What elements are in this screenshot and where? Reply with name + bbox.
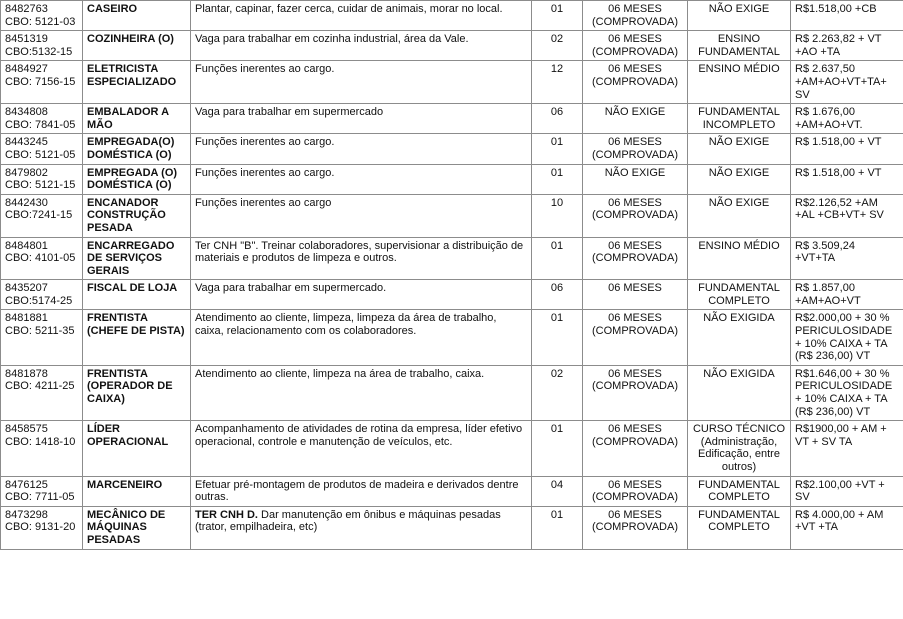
job-description-cell — [191, 61, 532, 104]
vacancy-quantity-cell: 02 — [532, 31, 583, 61]
job-title-cell: MARCENEIRO — [83, 476, 191, 506]
vacancy-code-cell: 8484801 CBO: 4101-05 — [1, 237, 83, 280]
table-row — [1, 194, 903, 237]
job-title-cell: COZINHEIRA (O) — [83, 31, 191, 61]
salary-cell: R$1900,00 + AM + VT + SV TA — [791, 421, 903, 476]
salary-cell: R$ 1.676,00 +AM+AO+VT. — [791, 104, 903, 134]
salary-cell: R$ 2.637,50 +AM+AO+VT+TA+ SV — [791, 61, 903, 104]
experience-cell: 06 MESES (COMPROVADA) — [583, 61, 688, 104]
description-text: Atendimento ao cliente, limpeza, limpeza da área de trabalho, caixa, relacionamento com os colaboradores. — [195, 312, 497, 338]
description-text: Funções inerentes ao cargo. — [195, 63, 335, 76]
vacancy-quantity-cell: 01 — [532, 237, 583, 280]
description-text: Funções inerentes ao cargo. — [195, 136, 335, 149]
education-cell: NÃO EXIGIDA — [688, 310, 791, 365]
job-title-cell: EMBALADOR A MÃO — [83, 104, 191, 134]
experience-cell: 06 MESES (COMPROVADA) — [583, 1, 688, 31]
description-text: Dar manutenção em ônibus e máquinas pesadas (trator, empilhadeira, etc) — [195, 508, 501, 534]
job-description-cell — [191, 194, 532, 237]
vacancy-code-cell: 8434808 CBO: 7841-05 — [1, 104, 83, 134]
table-row — [1, 237, 903, 280]
salary-cell: R$ 3.509,24 +VT+TA — [791, 237, 903, 280]
education-cell: NÃO EXIGE — [688, 194, 791, 237]
vacancy-quantity-cell: 12 — [532, 61, 583, 104]
job-description-cell — [191, 164, 532, 194]
job-title-cell: EMPREGADA(O) DOMÉSTICA (O) — [83, 134, 191, 164]
education-cell: FUNDAMENTAL INCOMPLETO — [688, 104, 791, 134]
vacancy-quantity-cell: 06 — [532, 280, 583, 310]
education-cell: FUNDAMENTAL COMPLETO — [688, 476, 791, 506]
job-title-cell: CASEIRO — [83, 1, 191, 31]
description-text: Funções inerentes ao cargo. — [195, 166, 335, 179]
vacancy-quantity-cell: 06 — [532, 104, 583, 134]
table-row — [1, 31, 903, 61]
vacancy-code-cell: 8481881 CBO: 5211-35 — [1, 310, 83, 365]
vacancy-quantity-cell: 01 — [532, 310, 583, 365]
job-description-cell — [191, 237, 532, 280]
description-text: Vaga para trabalhar em supermercado — [195, 106, 384, 119]
description-text: Ter CNH "B". Treinar colaboradores, supervisionar a distribuição de materiais e produtos de limpeza e outros. — [195, 239, 524, 265]
education-cell: CURSO TÉCNICO (Administração, Edificação, entre outros) — [688, 421, 791, 476]
salary-cell: R$2.126,52 +AM +AL +CB+VT+ SV — [791, 194, 903, 237]
education-cell: FUNDAMENTAL COMPLETO — [688, 506, 791, 549]
job-description-cell — [191, 280, 532, 310]
job-title-cell: MECÂNICO DE MÁQUINAS PESADAS — [83, 506, 191, 549]
experience-cell: 06 MESES (COMPROVADA) — [583, 237, 688, 280]
description-bold-text: TER CNH D. — [195, 508, 258, 521]
description-text: Plantar, capinar, fazer cerca, cuidar de animais, morar no local. — [195, 3, 503, 15]
vacancy-code-cell: 8484927 CBO: 7156-15 — [1, 61, 83, 104]
education-cell: ENSINO FUNDAMENTAL — [688, 31, 791, 61]
experience-cell: 06 MESES (COMPROVADA) — [583, 506, 688, 549]
job-title-cell: FISCAL DE LOJA — [83, 280, 191, 310]
salary-cell: R$ 1.518,00 + VT — [791, 134, 903, 164]
table-row — [1, 164, 903, 194]
description-text: Vaga para trabalhar em cozinha industrial, área da Vale. — [195, 33, 469, 46]
education-cell: NÃO EXIGE — [688, 134, 791, 164]
vacancy-quantity-cell: 02 — [532, 365, 583, 420]
salary-cell: R$ 2.263,82 + VT +AO +TA — [791, 31, 903, 61]
experience-cell: 06 MESES — [583, 280, 688, 310]
vacancy-code-cell: 8481878 CBO: 4211-25 — [1, 365, 83, 420]
experience-cell: 06 MESES (COMPROVADA) — [583, 31, 688, 61]
vacancy-code-cell: 8451319 CBO:5132-15 — [1, 31, 83, 61]
salary-cell: R$2.100,00 +VT + SV — [791, 476, 903, 506]
vacancy-quantity-cell: 01 — [532, 164, 583, 194]
job-title-cell: EMPREGADA (O) DOMÉSTICA (O) — [83, 164, 191, 194]
job-description-cell — [191, 476, 532, 506]
table-row — [1, 365, 903, 420]
job-description-cell — [191, 134, 532, 164]
job-description-cell — [191, 31, 532, 61]
vacancy-code-cell: 8442430 CBO:7241-15 — [1, 194, 83, 237]
salary-cell: R$ 4.000,00 + AM +VT +TA — [791, 506, 903, 549]
job-description-cell — [191, 365, 532, 420]
table-row — [1, 1, 903, 31]
salary-cell: R$1.518,00 +CB — [791, 1, 903, 31]
table-row — [1, 104, 903, 134]
education-cell: NÃO EXIGE — [688, 164, 791, 194]
description-text: Acompanhamento de atividades de rotina da empresa, líder efetivo operacional, controle e manutenção de veículos, etc. — [195, 423, 523, 448]
experience-cell: 06 MESES (COMPROVADA) — [583, 310, 688, 365]
job-title-cell: FRENTISTA (CHEFE DE PISTA) — [83, 310, 191, 365]
job-description-cell — [191, 104, 532, 134]
vacancy-code-cell: 8482763 CBO: 5121-03 — [1, 1, 83, 31]
experience-cell: 06 MESES (COMPROVADA) — [583, 194, 688, 237]
vacancy-quantity-cell: 04 — [532, 476, 583, 506]
job-title-cell: LÍDER OPERACIONAL — [83, 421, 191, 476]
vacancy-code-cell: 8476125 CBO: 7711-05 — [1, 476, 83, 506]
job-title-cell: ELETRICISTA ESPECIALIZADO — [83, 61, 191, 104]
job-description-cell — [191, 506, 532, 549]
table-row — [1, 476, 903, 506]
job-description-cell — [191, 421, 532, 476]
vacancy-quantity-cell: 01 — [532, 134, 583, 164]
vacancy-code-cell: 8479802 CBO: 5121-15 — [1, 164, 83, 194]
vacancy-quantity-cell: 01 — [532, 421, 583, 476]
job-description-cell — [191, 310, 532, 365]
experience-cell: NÃO EXIGE — [583, 164, 688, 194]
table-row — [1, 134, 903, 164]
salary-cell: R$1.646,00 + 30 % PERICULOSIDADE + 10% CAIXA + TA (R$ 236,00) VT — [791, 365, 903, 420]
experience-cell: 06 MESES (COMPROVADA) — [583, 365, 688, 420]
table-row — [1, 310, 903, 365]
vacancy-code-cell: 8458575 CBO: 1418-10 — [1, 421, 83, 476]
table-row — [1, 421, 903, 476]
description-text: Funções inerentes ao cargo — [195, 196, 332, 209]
education-cell: FUNDAMENTAL COMPLETO — [688, 280, 791, 310]
education-cell: NÃO EXIGE — [688, 1, 791, 31]
vacancy-code-cell: 8443245 CBO: 5121-05 — [1, 134, 83, 164]
salary-cell: R$ 1.857,00 +AM+AO+VT — [791, 280, 903, 310]
experience-cell: 06 MESES (COMPROVADA) — [583, 421, 688, 476]
vacancy-code-cell: 8435207 CBO:5174-25 — [1, 280, 83, 310]
job-description-cell — [191, 1, 532, 31]
job-title-cell: ENCARREGADO DE SERVIÇOS GERAIS — [83, 237, 191, 280]
table-row — [1, 61, 903, 104]
job-title-cell: FRENTISTA (OPERADOR DE CAIXA) — [83, 365, 191, 420]
vacancy-quantity-cell: 01 — [532, 1, 583, 31]
experience-cell: NÃO EXIGE — [583, 104, 688, 134]
vacancy-quantity-cell: 10 — [532, 194, 583, 237]
table-row — [1, 280, 903, 310]
description-text: Atendimento ao cliente, limpeza na área de trabalho, caixa. — [195, 367, 485, 380]
vacancy-quantity-cell: 01 — [532, 506, 583, 549]
job-title-cell: ENCANADOR CONSTRUÇÃO PESADA — [83, 194, 191, 237]
education-cell: ENSINO MÉDIO — [688, 237, 791, 280]
job-rows — [1, 1, 903, 550]
salary-cell: R$ 1.518,00 + VT — [791, 164, 903, 194]
description-text: Efetuar pré-montagem de produtos de madeira e derivados dentre outras. — [195, 478, 519, 504]
experience-cell: 06 MESES (COMPROVADA) — [583, 476, 688, 506]
vacancy-code-cell: 8473298 CBO: 9131-20 — [1, 506, 83, 549]
education-cell: ENSINO MÉDIO — [688, 61, 791, 104]
table-row — [1, 506, 903, 549]
salary-cell: R$2.000,00 + 30 % PERICULOSIDADE + 10% CAIXA + TA (R$ 236,00) VT — [791, 310, 903, 365]
description-text: Vaga para trabalhar em supermercado. — [195, 282, 387, 295]
experience-cell: 06 MESES (COMPROVADA) — [583, 134, 688, 164]
education-cell: NÃO EXIGIDA — [688, 365, 791, 420]
